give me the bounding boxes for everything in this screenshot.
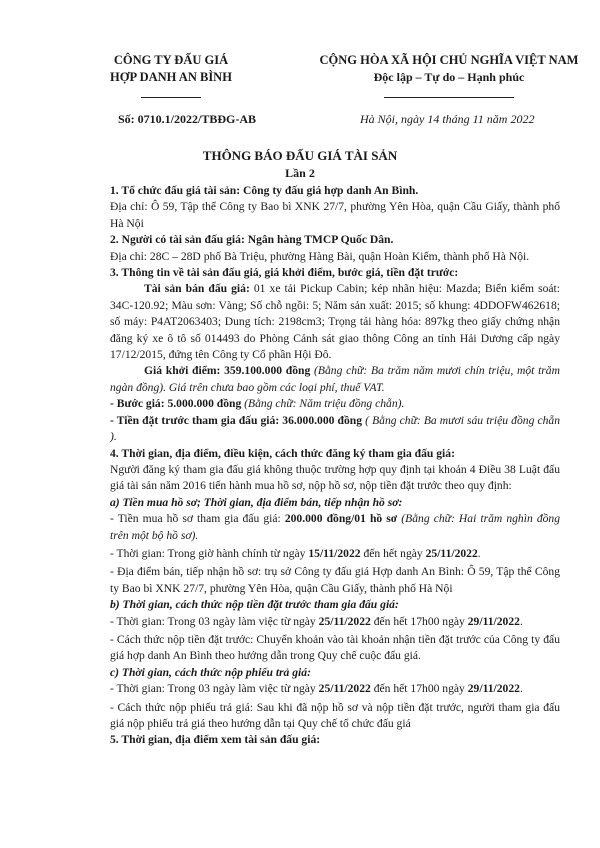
nation-line-1: CỘNG HÒA XÃ HỘI CHỦ NGHĨA VIỆT NAM (319, 53, 579, 67)
section-4-heading: 4. Thời gian, địa điểm, điều kiện, cách thức đăng ký tham gia đấu giá: (110, 446, 455, 460)
section-5-heading: 5. Thời gian, địa điểm xem tài sản đấu giá: (110, 733, 321, 747)
sale-period-from: 15/11/2022 (308, 546, 361, 560)
deposit-period (110, 614, 560, 630)
price-step-label: - Bước giá: 5.000.000 đồng (110, 397, 242, 411)
place-date: Hà Nội, ngày 14 tháng 11 năm 2022 (360, 112, 535, 126)
org-line-1: CÔNG TY ĐẤU GIÁ (113, 53, 229, 67)
section-2-heading: 2. Người có tài sản đấu giá: Ngân hàng TMCP Quốc Dân. (110, 233, 394, 247)
deposit (110, 413, 560, 446)
start-price-label: Giá khởi điểm: 359.100.000 đồng (144, 364, 311, 378)
deposit-period-to: 29/11/2022 (467, 614, 520, 628)
sale-location: - Địa điểm bán, tiếp nhận hồ sơ: trụ sở Công ty đấu giá Hợp danh An Bình: Ô 59, Tập thể Công ty Bao bì XNK 27/7, phường Yên Hòa, quận Cầu Giấy, thành phố Hà Nội (110, 565, 560, 595)
document-title: THÔNG BÁO ĐẤU GIÁ TÀI SẢN (202, 148, 398, 163)
sale-period-text: - Thời gian: Trong giờ hành chính từ ngày (110, 546, 309, 560)
sale-period (110, 546, 560, 562)
dossier-fee-text: - Tiền mua hồ sơ tham gia đấu giá: (110, 512, 285, 526)
section-1-address: Địa chỉ: Ô 59, Tập thể Công ty Bao bì XNK 27/7, phường Yên Hòa, quận Cầu Giấy, thành phố Hà Nội (110, 200, 560, 230)
subsection-b-heading: b) Thời gian, cách thức nộp tiền đặt trước tham gia đấu giá: (110, 598, 399, 612)
asset-label: Tài sản bán đấu giá: (144, 282, 250, 296)
document-subtitle: Lần 2 (285, 166, 315, 180)
deposit-words: ( Bằng chữ: Ba mươi sáu triệu đồng chẵn ). (110, 413, 560, 444)
bid-period-to: 29/11/2022 (467, 682, 520, 696)
dossier-fee-words: (Bằng chữ: Hai trăm nghìn đồng trên một bộ hồ sơ). (110, 512, 561, 542)
price-step-words: (Bằng chữ: Năm triệu đồng chẵn). (241, 397, 405, 411)
bid-period-from: 25/11/2022 (318, 682, 371, 696)
sale-period-to: 25/11/2022 (425, 546, 478, 560)
deposit-period-from: 25/11/2022 (318, 614, 371, 628)
national-header (318, 52, 580, 103)
sale-period-end: . (477, 546, 481, 560)
bid-period-end: . (519, 682, 523, 696)
section-3-heading: 3. Thông tin về tài sản đấu giá, giá khởi điểm, bước giá, tiền đặt trước: (110, 266, 459, 280)
deposit-label: - Tiền đặt trước tham gia đấu giá: 36.000.000 đồng (110, 413, 363, 427)
bid-period-text: - Thời gian: Trong 03 ngày làm việc từ ngày (110, 682, 319, 696)
asset-description (110, 281, 560, 363)
sale-period-mid: đến hết ngày (360, 546, 426, 560)
document-body (110, 183, 560, 749)
asset-text: 01 xe tải Pickup Cabin; kép nhãn hiệu: Mazda; Biển kiểm soát: 34C-120.92; Màu sơn: Vàng; Số chỗ ngồi: 5; Năm sản xuất: 2015; số khung: 4DDOFW462618; số máy: P4AT2063403; Dung tích: 2198cm3; Trọng tải hàng hóa: 897kg theo giấy chứng nhận đăng ký xe ô tô số 014493 do Phòng Cảnh sát giao thông Công an tỉnh Hải Dương cấp ngày 17/12/2015, đứng tên Công ty Cổ phần Hội Đô. (110, 282, 560, 362)
nation-line-2: Độc lập – Tự do – Hạnh phúc (373, 70, 525, 84)
org-line-2: HỢP DANH AN BÌNH (110, 70, 232, 84)
dossier-fee-amount: 200.000 đồng/01 hồ sơ (284, 512, 398, 526)
bid-method: - Cách thức nộp phiếu trả giá: Sau khi đã nộp hồ sơ và nộp tiền đặt trước, người tham gia đấu giá nộp phiếu trả giá theo hướng dẫn tại Quy chế tổ chức đấu giá (110, 700, 560, 730)
org-underline (141, 97, 201, 98)
start-price (110, 363, 560, 396)
deposit-period-end: . (519, 614, 523, 628)
bid-period-mid: đến hết 17h00 ngày (370, 682, 468, 696)
subsection-c-heading: c) Thời gian, cách thức nộp phiếu trả giá: (110, 665, 311, 679)
subsection-a-heading: a) Tiền mua hồ sơ; Thời gian, địa điểm bán, tiếp nhận hồ sơ: (110, 495, 403, 509)
section-2-address: Địa chỉ: 28C – 28D phố Bà Triệu, phường Hàng Bài, quận Hoàn Kiếm, thành phố Hà Nội. (110, 249, 530, 263)
section-1-heading: 1. Tổ chức đấu giá tài sản: Công ty đấu giá hợp danh An Bình. (110, 184, 419, 197)
deposit-method: - Cách thức nộp tiền đặt trước: Chuyển khoản vào tài khoản nhận tiền đặt trước của Công ty đấu giá hợp danh An Bình theo hướng dẫn trong Quy chế cuộc đấu giá. (110, 632, 560, 663)
document-number: Số: 0710.1/2022/TBĐG-AB (118, 112, 257, 126)
bid-period (110, 681, 560, 697)
deposit-period-mid: đến hết 17h00 ngày (370, 614, 468, 628)
section-4-intro: Người đăng ký tham gia đấu giá không thuộc trường hợp quy định tại khoản 4 Điều 38 Luật đấu giá tài sản năm 2016 tiến hành mua hồ sơ, nộp hồ sơ, nộp tiền đặt trước theo quy định: (110, 462, 560, 493)
price-step (110, 396, 560, 412)
motto-underline (384, 97, 514, 98)
start-price-words: (Bằng chữ: Ba trăm năm mươi chín triệu, một trăm ngàn đồng). Giá trên chưa bao gồm các loại phí, thuế VAT. (110, 364, 560, 394)
deposit-period-text: - Thời gian: Trong 03 ngày làm việc từ ngày (110, 614, 319, 628)
dossier-fee (110, 511, 560, 544)
organization-header (86, 52, 256, 103)
